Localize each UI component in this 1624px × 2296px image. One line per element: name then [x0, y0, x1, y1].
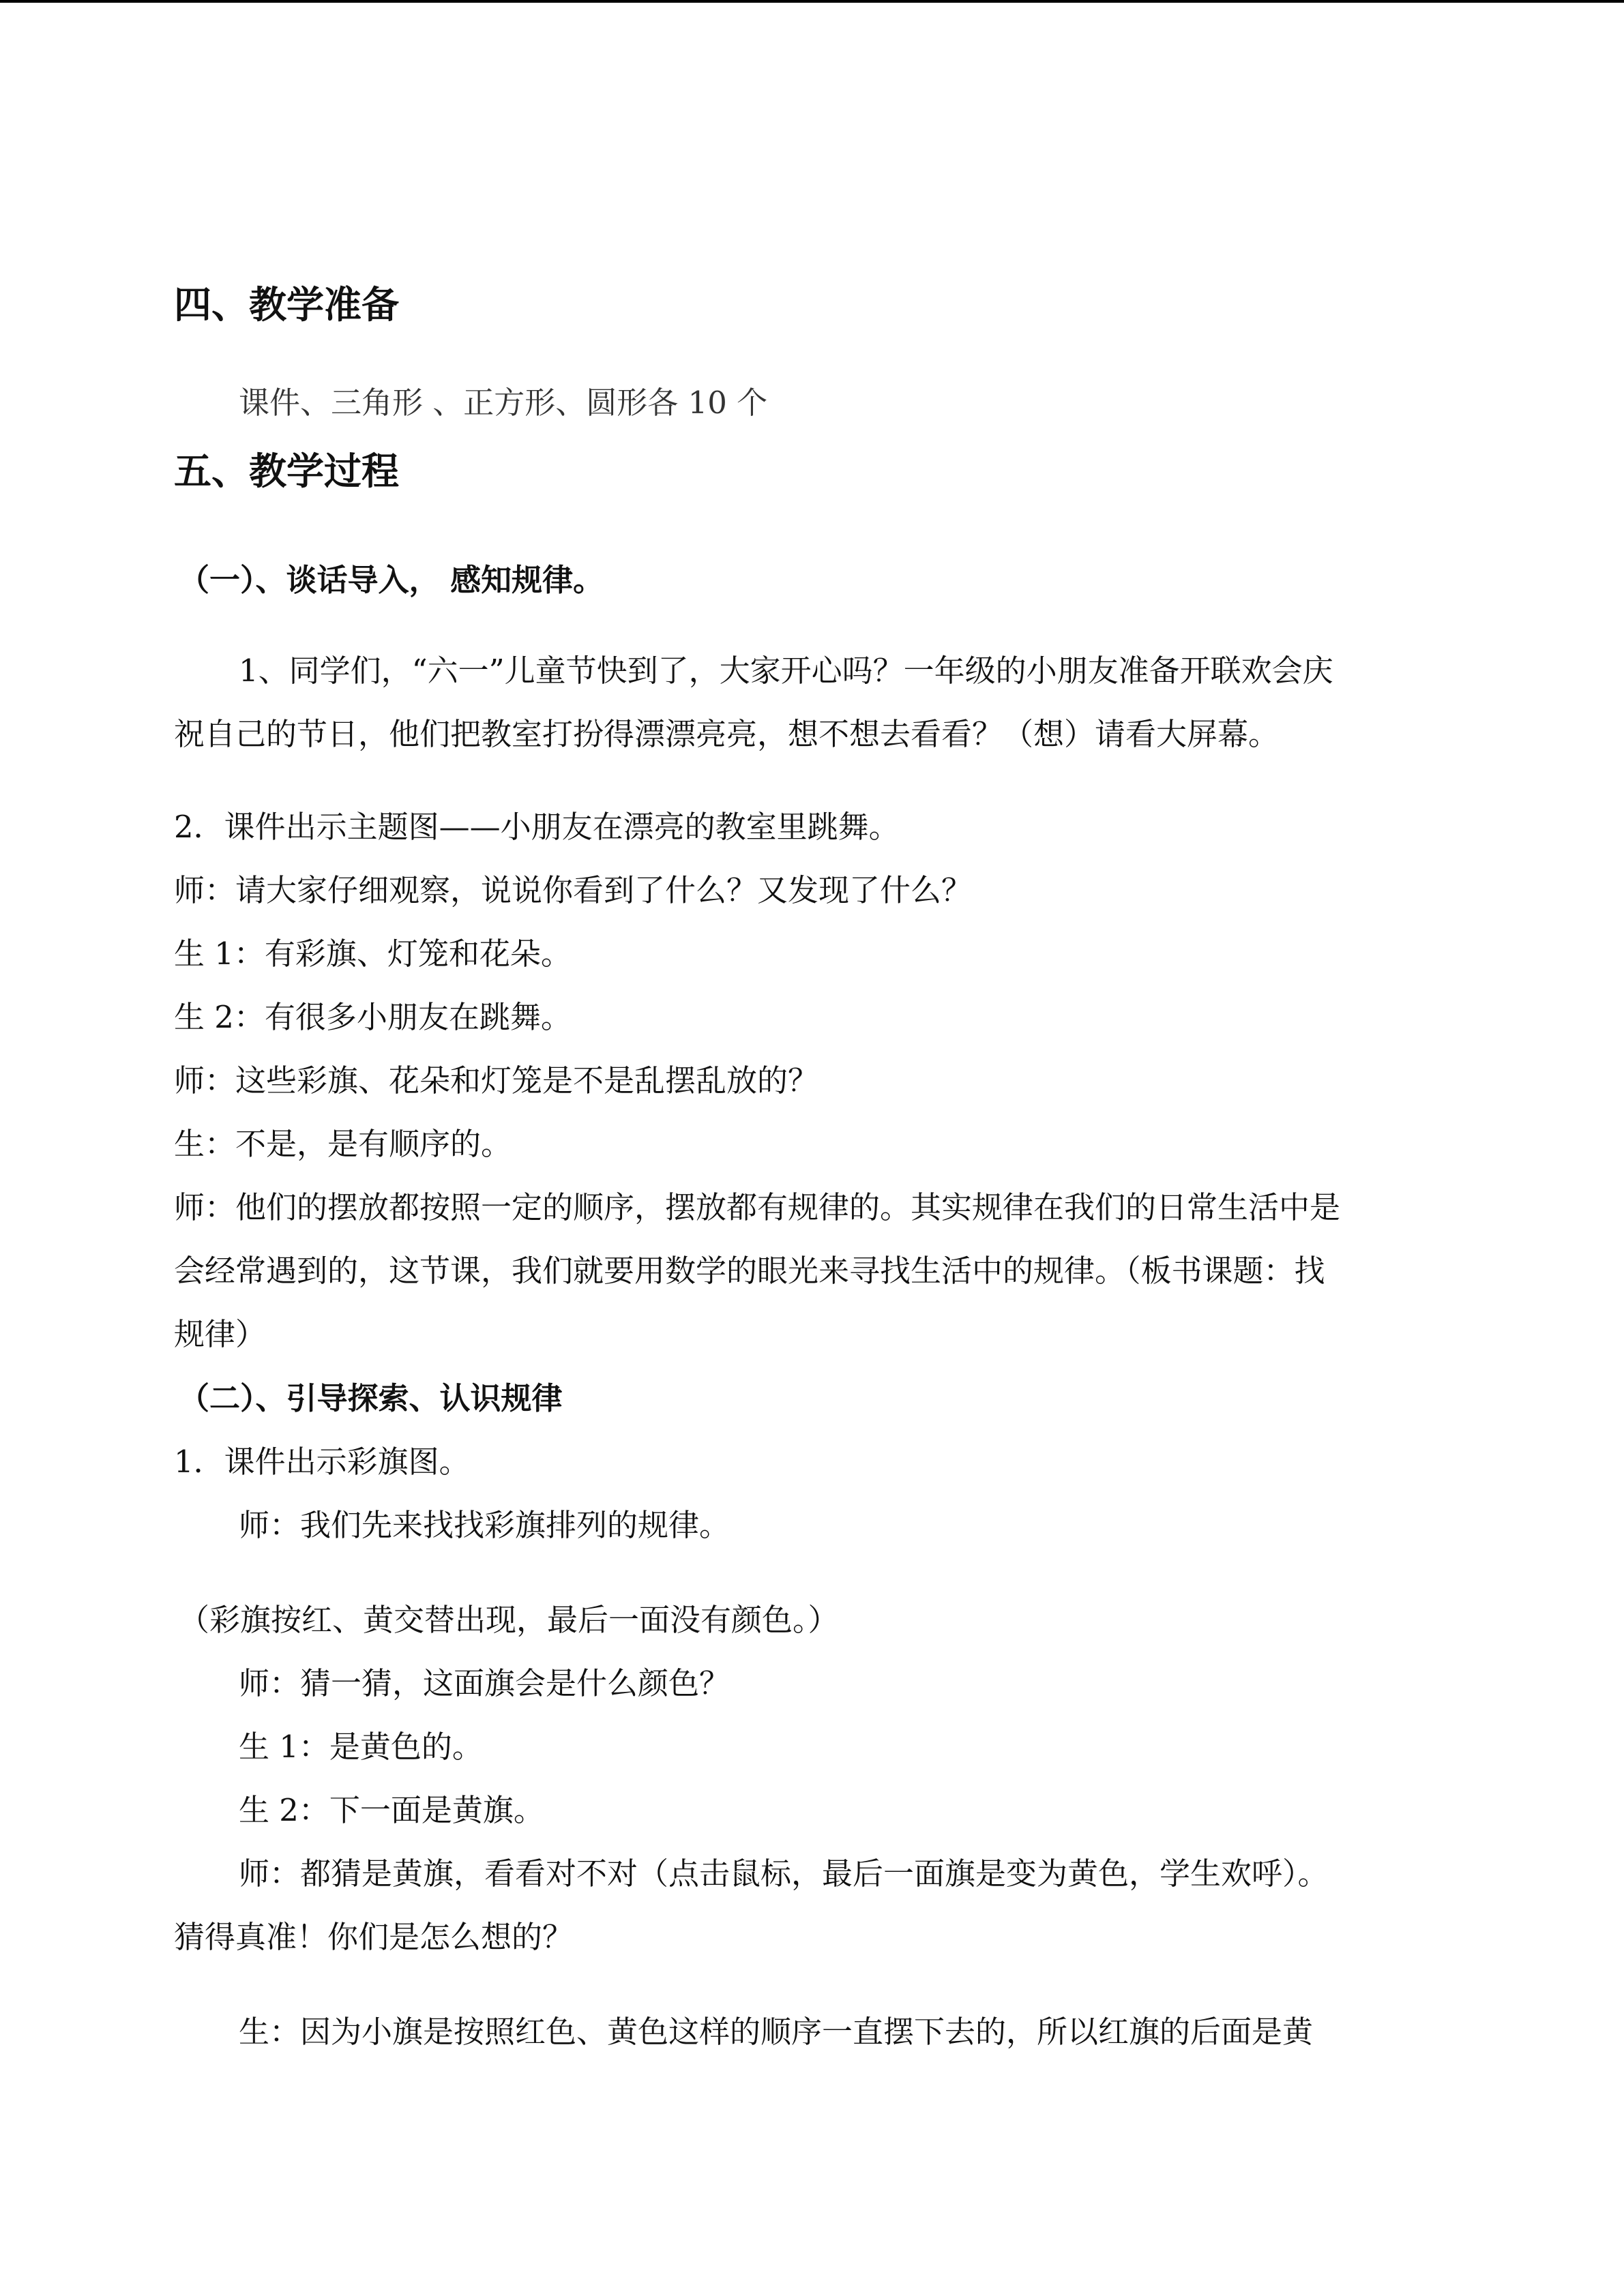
dialogue-line: 会经常遇到的，这节课，我们就要用数学的眼光来寻找生活中的规律。（板书课题：找 — [174, 1253, 1325, 1289]
paragraph-line: 2．课件出示主题图——小朋友在漂亮的教室里跳舞。 — [174, 809, 900, 845]
dialogue-line: 生 1：有彩旗、灯笼和花朵。 — [174, 936, 572, 972]
part1-heading: （一）、谈话导入， 感知规律。 — [179, 562, 604, 598]
dialogue-line: 师：他们的摆放都按照一定的顺序，摆放都有规律的。其实规律在我们的日常生活中是 — [174, 1189, 1341, 1225]
materials-text: 课件、三角形 、正方形、圆形各 10 个 — [239, 385, 768, 421]
paragraph-line: 1．课件出示彩旗图。 — [174, 1444, 470, 1480]
dialogue-line: 生：因为小旗是按照红色、黄色这样的顺序一直摆下去的，所以红旗的后面是黄 — [239, 2014, 1314, 2050]
paragraph-line: 1、同学们，“六一”儿童节快到了，大家开心吗？一年级的小朋友准备开联欢会庆 — [239, 653, 1333, 689]
dialogue-line: 师：我们先来找找彩旗排列的规律。 — [239, 1507, 730, 1543]
dialogue-line: 生 1：是黄色的。 — [239, 1729, 483, 1765]
section4-heading: 四、教学准备 — [174, 283, 400, 327]
section5-heading: 五、教学过程 — [174, 449, 400, 493]
dialogue-line: 生 2：下一面是黄旗。 — [239, 1792, 544, 1828]
note-line: （彩旗按红、黄交替出现，最后一面没有颜色。） — [179, 1602, 839, 1638]
part2-heading: （二）、引导探索、认识规律 — [179, 1380, 563, 1416]
dialogue-line: 生 2：有很多小朋友在跳舞。 — [174, 999, 572, 1035]
dialogue-line: 师：猜一猜，这面旗会是什么颜色？ — [239, 1665, 730, 1701]
page-top-border — [0, 0, 1624, 3]
dialogue-line: 师：这些彩旗、花朵和灯笼是不是乱摆乱放的？ — [174, 1062, 819, 1099]
dialogue-line: 师：请大家仔细观察，说说你看到了什么？又发现了什么？ — [174, 872, 973, 908]
dialogue-line: 猜得真准！你们是怎么想的？ — [174, 1919, 574, 1955]
dialogue-line: 规律） — [174, 1316, 267, 1352]
dialogue-line: 生：不是，是有顺序的。 — [174, 1126, 512, 1162]
dialogue-line: 师：都猜是黄旗，看看对不对（点击鼠标，最后一面旗是变为黄色，学生欢呼）。 — [239, 1855, 1329, 1892]
paragraph-line: 祝自己的节日，他们把教室打扮得漂漂亮亮，想不想去看看？（想）请看大屏幕。 — [174, 716, 1280, 752]
